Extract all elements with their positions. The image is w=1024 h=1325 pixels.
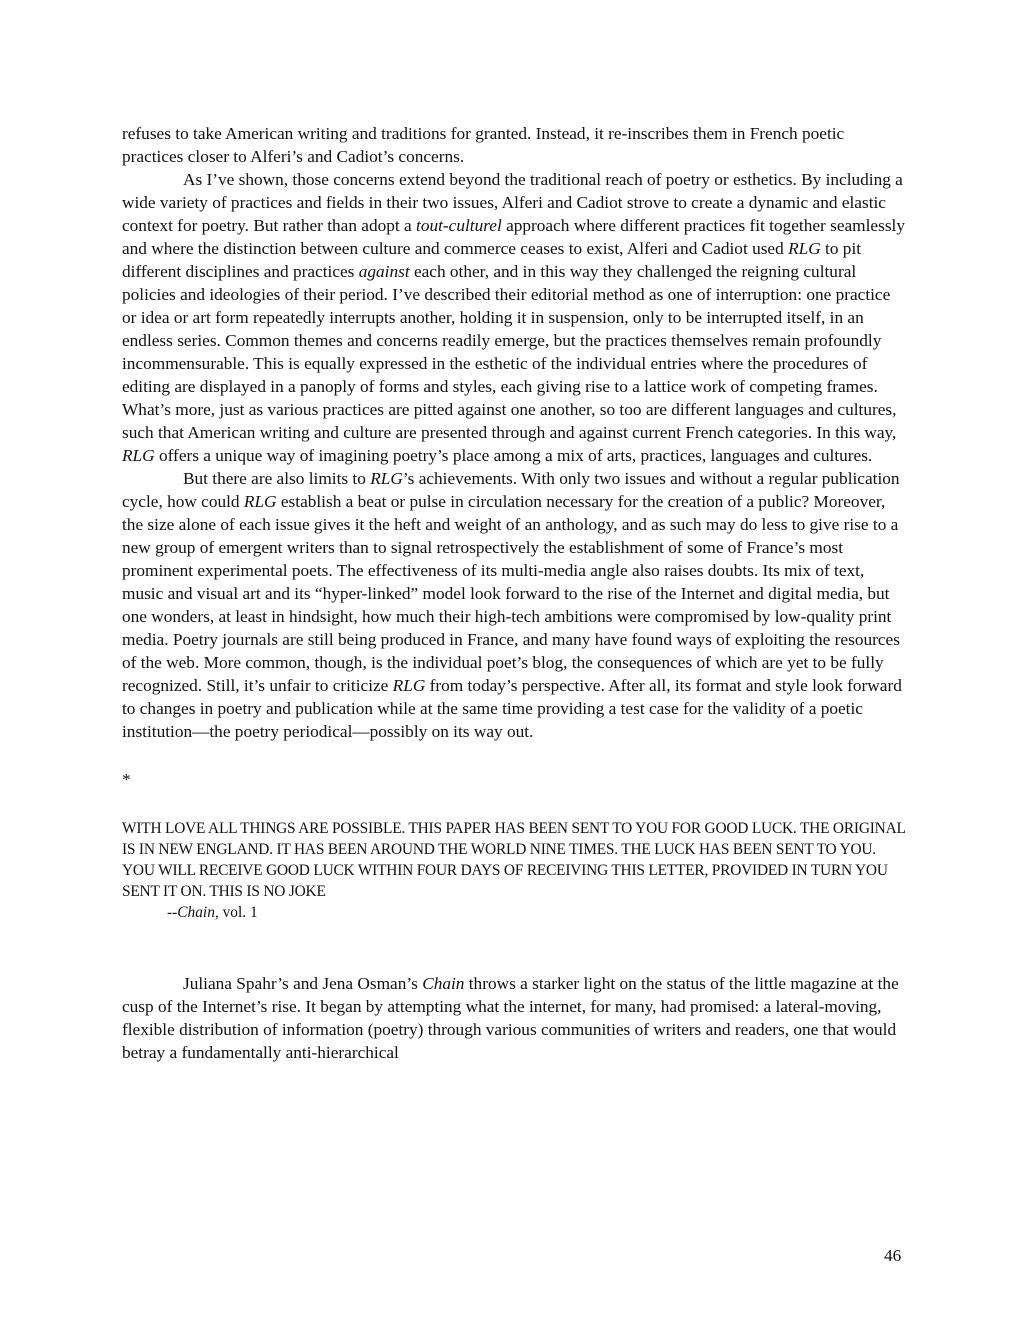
paragraph-continued: refuses to take American writing and traditions for granted. Instead, it re-inscribes them in French poetic practices closer to Alferi’s and Cadiot’s concerns.	[122, 124, 845, 166]
page-number: 46	[884, 1246, 902, 1265]
italic-title: RLG	[392, 676, 426, 695]
section-separator: *	[122, 770, 131, 789]
italic-emphasis: against	[358, 262, 410, 281]
italic-term: tout-culturel	[416, 216, 502, 235]
italic-title: RLG	[243, 492, 277, 511]
epigraph-quote: WITH LOVE ALL THINGS ARE POSSIBLE. THIS PAPER HAS BEEN SENT TO YOU FOR GOOD LUCK. THE ORIGINAL IS IN NEW ENGLAND. IT HAS BEEN AROUND THE WORLD NINE TIMES. THE LUCK HAS BEEN SENT TO YOU. YOU WILL RECEIVE GOOD LUCK WITHIN FOUR DAYS OF RECEIVING THIS LETTER, PROVIDED IN TURN YOU SENT IT ON. THIS IS NO JOKE	[122, 820, 906, 900]
italic-title: RLG	[370, 469, 403, 488]
paragraph-limits: But there are also limits to RLG’s achievements. With only two issues and without a regular publication cycle, how could RLG establish a beat or pulse in circulation necessary for the creation of a public? Moreover, the size alone of each issue gives it the heft and weight of an anthology, and as such may do less to give rise to a new group of emergent writers than to signal retrospectively the establishment of some of France’s most prominent experimental poets. The effectiveness of its multi-media angle also raises doubts. Its mix of text, music and visual art and its “hyper-linked” model look forward to the rise of the Internet and digital media, but one wonders, at least in hindsight, how much their high-tech ambitions were compromised by low-quality print media. Poetry journals are still being produced in France, and many have found ways of exploiting the resources of the web. More common, though, is the individual poet’s blog, the consequences of which are yet to be fully recognized. Still, it’s unfair to criticize RLG from today’s perspective. After all, its format and style look forward to changes in poetry and publication while at the same time providing a test case for the validity of a poetic institution—the poetry periodical—possibly on its way out.	[122, 469, 902, 741]
italic-title: Chain	[422, 974, 465, 993]
italic-title: RLG	[122, 446, 155, 465]
epigraph-attribution: --Chain, vol. 1	[167, 904, 258, 921]
paragraph-concerns: As I’ve shown, those concerns extend beyond the traditional reach of poetry or esthetics. By including a wide variety of practices and fields in their two issues, Alferi and Cadiot strove to create a dynamic and elastic context for poetry. But rather than adopt a tout-culturel approach where different practices fit together seamlessly and where the distinction between culture and commerce ceases to exist, Alferi and Cadiot used RLG to pit different disciplines and practices against each other, and in this way they challenged the reigning cultural policies and ideologies of their period. I’ve described their editorial method as one of interruption: one practice or idea or art form repeatedly interrupts another, holding it in suspension, only to be interrupted itself, in an endless series. Common themes and concerns readily emerge, but the practices themselves remain profoundly incommensurable. This is equally expressed in the esthetic of the individual entries where the procedures of editing are displayed in a panoply of forms and styles, each giving rise to a lattice work of competing frames. What’s more, just as various practices are pitted against one another, so too are different languages and cultures, such that American writing and culture are presented through and against current French categories. In this way, RLG offers a unique way of imagining poetry’s place among a mix of arts, practices, languages and cultures.	[122, 170, 905, 465]
attribution-title: Chain	[177, 904, 215, 921]
paragraph-chain: Juliana Spahr’s and Jena Osman’s Chain throws a starker light on the status of the little magazine at the cusp of the Internet’s rise. It began by attempting what the internet, for many, had promised: a lateral-moving, flexible distribution of information (poetry) through various communities of writers and readers, one that would betray a fundamentally anti-hierarchical	[122, 974, 899, 1062]
italic-title: RLG	[788, 239, 821, 258]
body-text	[122, 122, 908, 1064]
